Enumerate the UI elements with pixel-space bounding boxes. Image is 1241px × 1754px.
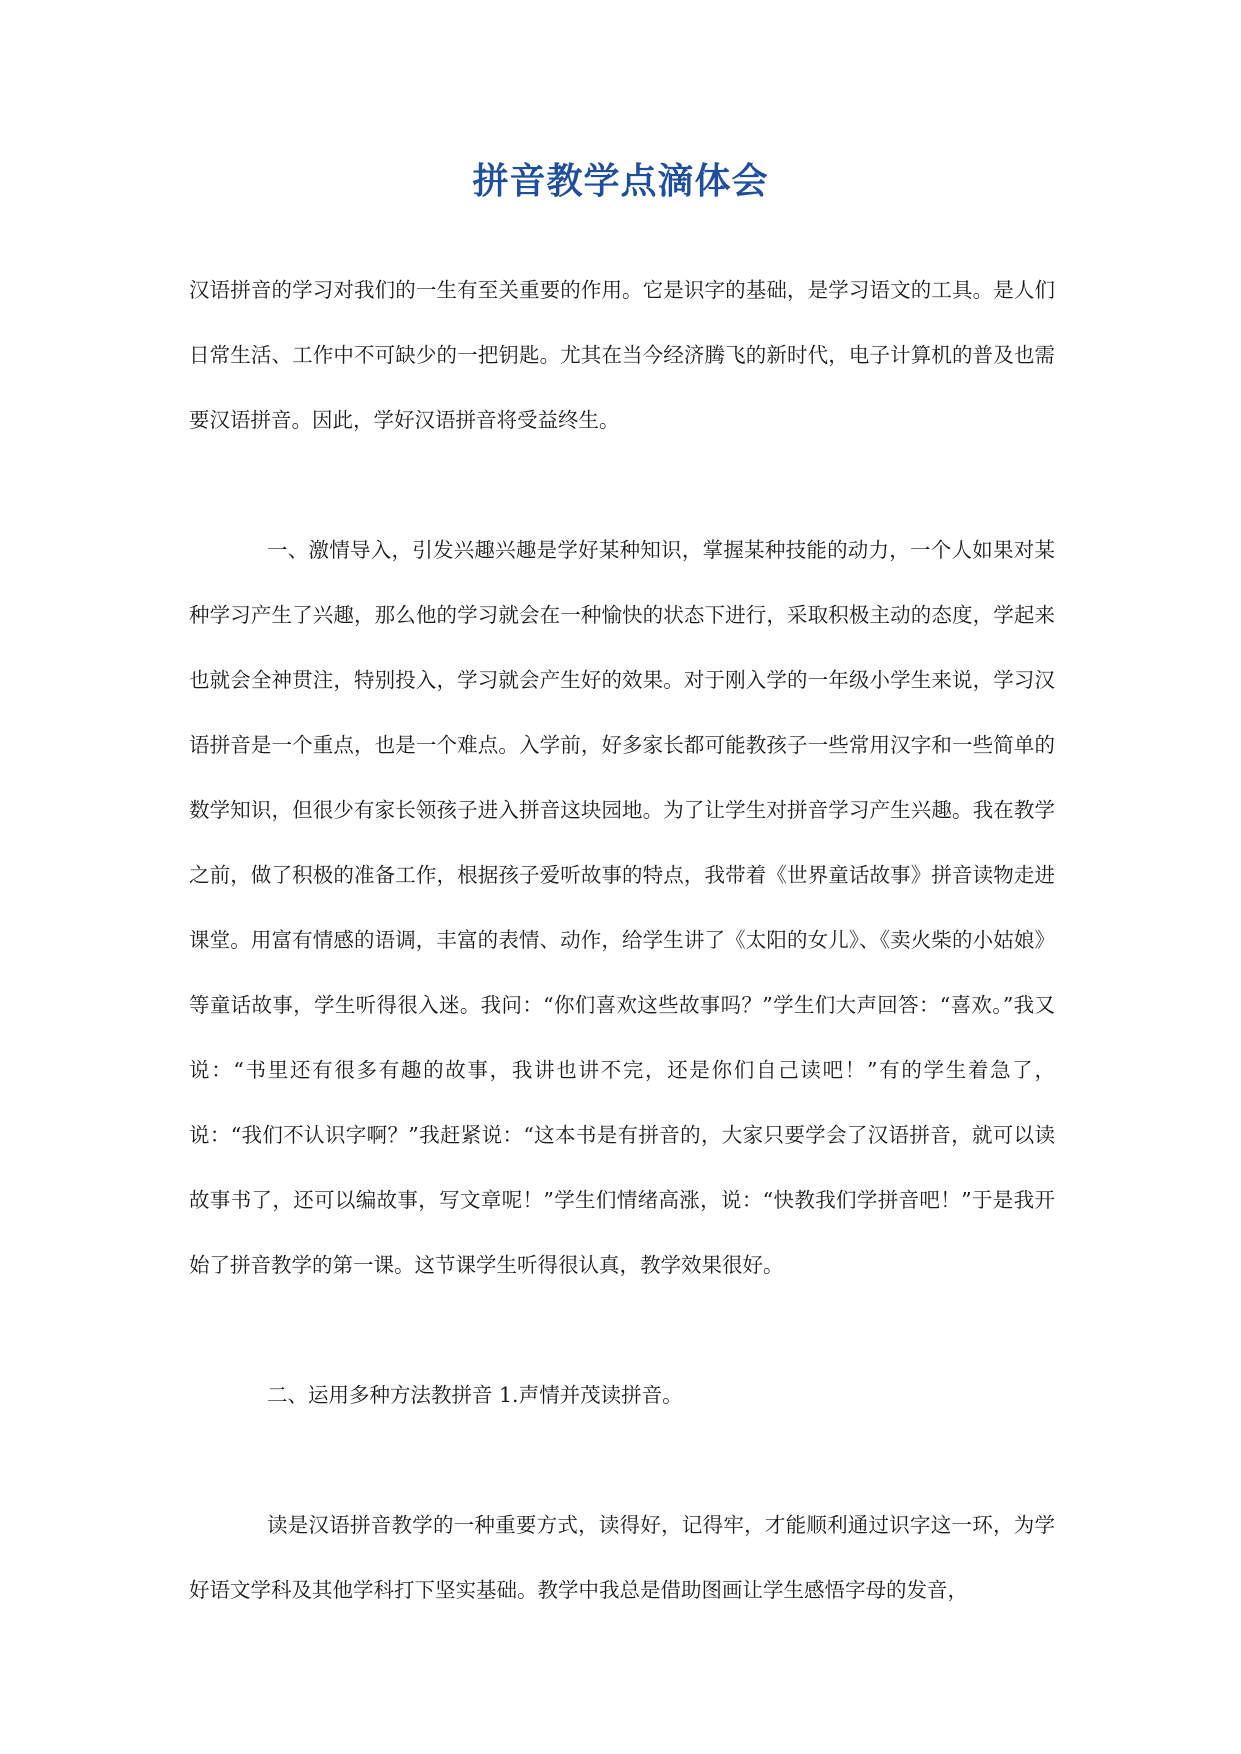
document-title: 拼音教学点滴体会: [472, 161, 769, 202]
paragraph-section-one: 一、激情导入，引发兴趣兴趣是学好某种知识，掌握某种技能的动力，一个人如果对某种学习产生了兴趣，那么他的学习就会在一种愉快的状态下进行，采取积极主动的态度，学起来也就会全神贯注，特别投入，学习就会产生好的效果。对于刚入学的一年级小学生来说，学习汉语拼音是一个重点，也是一个难点。入学前，好多家长都可能教孩子一些常用汉字和一些简单的数学知识，但很少有家长领孩子进入拼音这块园地。为了让学生对拼音学习产生兴趣。我在教学之前，做了积极的准备工作，根据孩子爱听故事的特点，我带着《世界童话故事》拼音读物走进课堂。用富有情感的语调，丰富的表情、动作，给学生讲了《太阳的女儿》、《卖火柴的小姑娘》等童话故事，学生听得很入迷。我问：“你们喜欢这些故事吗？”学生们大声回答：“喜欢。”我又说：“书里还有很多有趣的故事，我讲也讲不完，还是你们自己读吧！”有的学生着急了，说：“我们不认识字啊？”我赶紧说：“这本书是有拼音的，大家只要学会了汉语拼音，就可以读故事书了，还可以编故事，写文章呢！”学生们情绪高涨，说：“快教我们学拼音吧！”于是我开始了拼音教学的第一课。这节课学生听得很认真，教学效果很好。: [189, 538, 1055, 1277]
paragraph-intro: 汉语拼音的学习对我们的一生有至关重要的作用。它是识字的基础，是学习语文的工具。是人们日常生活、工作中不可缺少的一把钥匙。尤其在当今经济腾飞的新时代，电子计算机的普及也需要汉语拼音。因此，学好汉语拼音将受益终生。: [189, 278, 1055, 432]
paragraph-reading-method: 读是汉语拼音教学的一种重要方式，读得好，记得牢，才能顺利通过识字这一环，为学好语文学科及其他学科打下坚实基础。教学中我总是借助图画让学生感悟字母的发音，: [189, 1513, 1055, 1602]
document-body: [189, 258, 1055, 1623]
paragraph-section-two-heading: 二、运用多种方法教拼音 1.声情并茂读拼音。: [267, 1383, 683, 1407]
